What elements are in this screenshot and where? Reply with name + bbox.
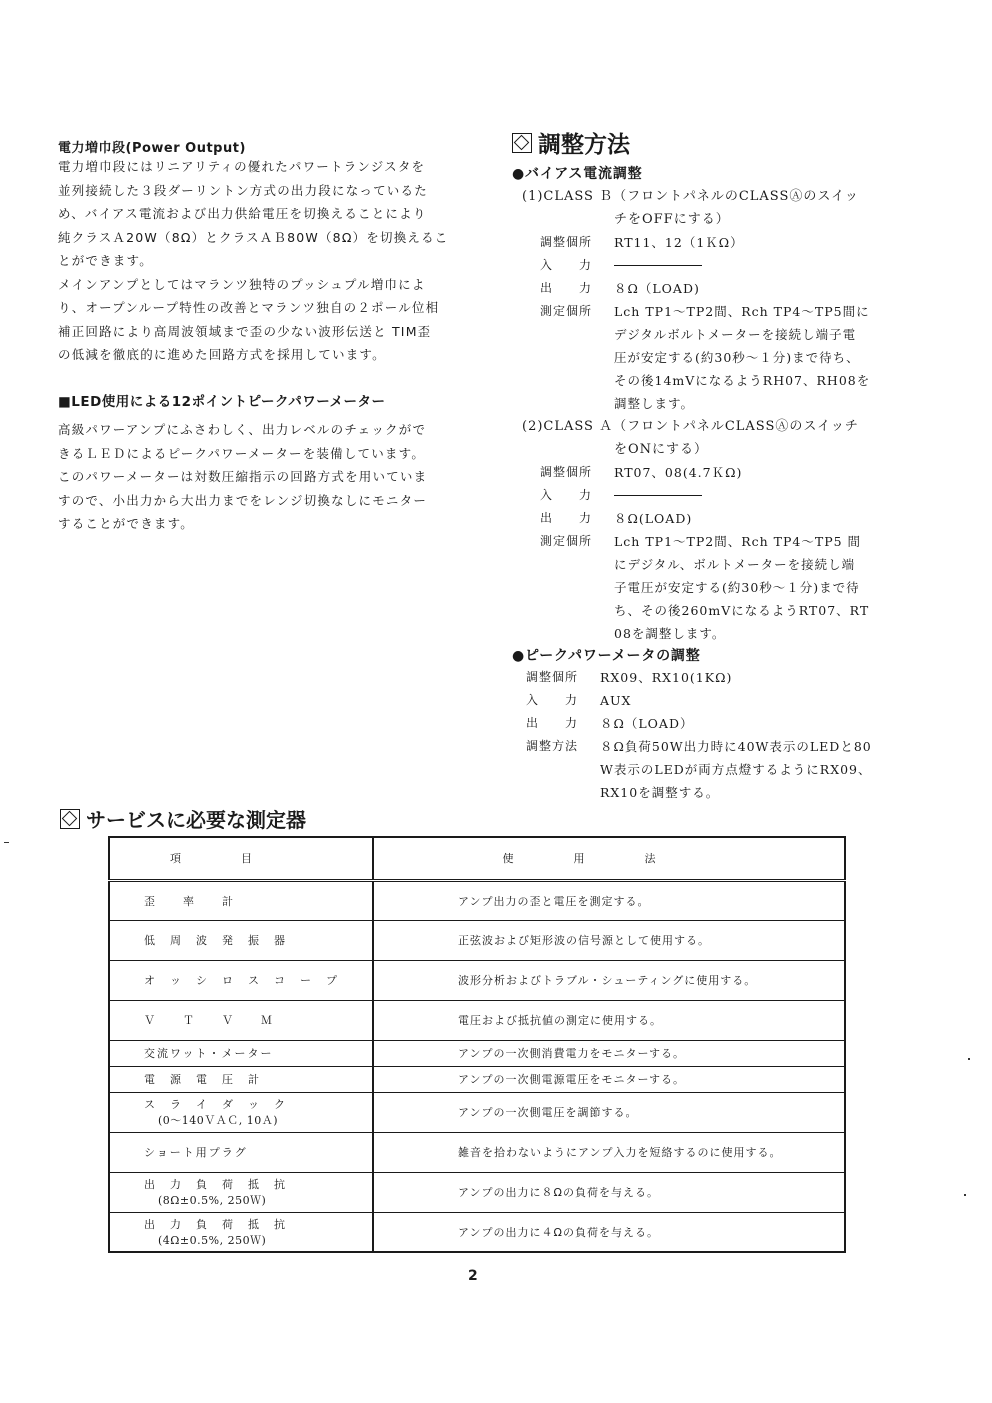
item-cell: 低 周 波 発 振 器 — [109, 920, 373, 960]
measure-line: デジタルボルトメーターを接続し端子電 — [614, 327, 857, 342]
item-name: 出 力 負 荷 抵 抗 — [144, 1178, 287, 1191]
text-line: とができます。 — [58, 253, 153, 268]
table-row — [109, 920, 845, 960]
table-row — [109, 1040, 845, 1066]
measure-line: にデジタル、ボルトメーターを接続し端 — [614, 557, 856, 572]
usage-cell: 正弦波および矩形波の信号源として使用する。 — [373, 920, 845, 960]
class-a-input-row — [540, 484, 902, 507]
measure-line: 圧が安定する(約30秒～１分)まで待ち、 — [614, 350, 860, 365]
peak-adjust-row — [526, 666, 906, 689]
label: 測定個所 — [540, 304, 593, 318]
measure-line: Lch TP1～TP2間、Rch TP4～TP5間に — [614, 304, 870, 319]
value — [614, 300, 870, 415]
peak-meter-block — [526, 666, 906, 804]
class-a-measure-row — [540, 530, 902, 645]
adjustment-title-text: 調整方法 — [538, 132, 630, 158]
dash-line — [614, 495, 702, 507]
item-name: 出 力 負 荷 抵 抗 — [144, 1217, 287, 1231]
text-line: の低減を徹底的に進めた回路方式を採用しています。 — [58, 347, 386, 362]
table-row — [109, 1000, 845, 1040]
label: 入 力 — [540, 258, 593, 272]
measure-line: 調整します。 — [614, 396, 695, 411]
label: 測定個所 — [540, 534, 593, 548]
class-b-input-row — [540, 254, 902, 277]
power-output-paragraph — [58, 155, 468, 367]
diamond-box-icon — [60, 809, 80, 829]
usage-cell: アンプ出力の歪と電圧を測定する。 — [373, 880, 845, 920]
bias-heading: ●バイアス電流調整 — [512, 166, 643, 182]
usage-cell: 雑音を拾わないようにアンプ入力を短絡するのに使用する。 — [373, 1132, 845, 1172]
item-cell: 交流ワット・メーター — [109, 1040, 373, 1066]
power-output-heading: 電力増巾段(Power Output) — [58, 141, 246, 156]
text-line: り、オープンループ特性の改善とマランツ独自の２ポール位相 — [58, 300, 440, 315]
class-b-line1: (1)CLASS Ｂ（フロントパネルのCLASSⒶのスイッ — [522, 189, 859, 204]
class-a-line1: (2)CLASS Ａ（フロントパネルCLASSⒶのスイッチ — [522, 419, 859, 434]
text-line: きるＬＥＤによるピークパワーメーターを装備しています。 — [58, 445, 426, 461]
text-line: 純クラスＡ20W（8Ω）とクラスＡＢ80W（8Ω）を切換えるこ — [58, 229, 449, 245]
value: ８Ω（LOAD） — [600, 716, 694, 731]
class-b-output-row — [540, 277, 902, 300]
item-cell — [109, 1092, 373, 1132]
class-a-line2: をONにする） — [614, 442, 709, 457]
scan-speck — [968, 1058, 970, 1060]
label: 調整方法 — [526, 739, 579, 753]
usage-cell: アンプの一次側電源電圧をモニターする。 — [373, 1066, 845, 1092]
label: 調整個所 — [526, 670, 579, 684]
equipment-table — [108, 836, 846, 1253]
item-spec: (0～140ＶＡＣ, 10Ａ) — [158, 1114, 279, 1127]
method-line: RX10を調整する。 — [600, 785, 720, 800]
label: 出 力 — [526, 716, 579, 730]
label: 調整個所 — [540, 465, 593, 479]
class-a-output-row — [540, 507, 902, 530]
value — [600, 735, 872, 804]
usage-cell: 波形分析およびトラブル・シューティングに使用する。 — [373, 960, 845, 1000]
usage-cell: アンプの出力に８Ωの負荷を与える。 — [373, 1172, 845, 1212]
class-b-measure-row — [540, 300, 902, 415]
measure-line: 08を調整します。 — [614, 626, 726, 641]
table-row — [109, 960, 845, 1000]
value: ８Ω(LOAD) — [614, 511, 693, 526]
page-number: 2 — [468, 1268, 478, 1284]
table-row — [109, 1212, 845, 1252]
item-spec: (4Ω±0.5%, 250Ｗ) — [158, 1233, 267, 1247]
item-cell — [109, 1212, 373, 1252]
peak-method-row — [526, 735, 906, 804]
method-line: ８Ω負荷50W出力時に40W表示のLEDと80 — [600, 739, 872, 754]
table-row — [109, 1132, 845, 1172]
diamond-box-icon — [512, 133, 532, 153]
class-a-block — [522, 415, 902, 645]
text-line: 電力増巾段にはリニアリティの優れたパワートランジスタを — [58, 159, 426, 174]
text-line: メインアンプとしてはマランツ独特のプッシュプル増巾によ — [58, 276, 426, 292]
scan-speck — [4, 842, 9, 843]
text-line: め、バイアス電流および出力供給電圧を切換えることにより — [58, 206, 427, 221]
item-cell — [109, 1172, 373, 1212]
led-meter-heading: ■LED使用による12ポイントピークパワーメーター — [58, 394, 386, 410]
label: 出 力 — [540, 511, 593, 525]
value — [614, 530, 869, 645]
item-cell: 電 源 電 圧 計 — [109, 1066, 373, 1092]
label: 調整個所 — [540, 235, 593, 249]
usage-cell: 電圧および抵抗値の測定に使用する。 — [373, 1000, 845, 1040]
table-row — [109, 1092, 845, 1132]
usage-cell: アンプの一次側電圧を調節する。 — [373, 1092, 845, 1132]
item-cell: Ｖ Ｔ Ｖ Ｍ — [109, 1000, 373, 1040]
header-item: 項目 — [109, 837, 373, 880]
class-b-block — [522, 185, 902, 415]
usage-cell: アンプの出力に４Ωの負荷を与える。 — [373, 1212, 845, 1252]
value: AUX — [600, 693, 632, 708]
value: ８Ω（LOAD) — [614, 281, 700, 296]
adjustment-title — [512, 126, 630, 159]
usage-cell: アンプの一次側消費電力をモニターする。 — [373, 1040, 845, 1066]
item-spec: (8Ω±0.5%, 250Ｗ) — [158, 1194, 267, 1207]
table-row — [109, 1172, 845, 1212]
measure-line: ち、その後260mVになるようRT07、RT — [614, 603, 870, 618]
peak-output-row — [526, 712, 906, 735]
label: 入 力 — [526, 693, 579, 707]
text-line: 並列接続した３段ダーリントン方式の出力段になっているた — [58, 182, 428, 198]
equipment-title-text: サービスに必要な測定器 — [86, 808, 306, 832]
value: RT07、08(4.7ＫΩ) — [614, 465, 743, 480]
measure-line: 子電圧が安定する(約30秒～１分)まで待 — [614, 580, 860, 595]
dash-line — [614, 265, 702, 277]
item-cell: ショート用プラグ — [109, 1132, 373, 1172]
text-line: 高級パワーアンプにふさわしく、出力レベルのチェックがで — [58, 422, 427, 437]
scan-speck — [964, 1194, 966, 1196]
peak-input-row — [526, 689, 906, 712]
measure-line: その後14mVになるようRH07、RH08を — [614, 373, 871, 388]
text-line: すので、小出力から大出力までをレンジ切換なしにモニター — [58, 492, 428, 508]
table-header-row — [109, 837, 845, 880]
value: RX09、RX10(1KΩ) — [600, 670, 733, 685]
equipment-title — [60, 804, 306, 833]
class-b-adjust-row — [540, 231, 902, 254]
text-line: 補正回路により高周波領域まで歪の少ない波形伝送と TIM歪 — [58, 323, 432, 339]
peak-meter-heading: ●ピークパワーメータの調整 — [512, 648, 701, 664]
table-row — [109, 1066, 845, 1092]
header-usage: 使用法 — [373, 837, 845, 880]
led-meter-paragraph — [58, 418, 468, 536]
text-line: することができます。 — [58, 516, 195, 531]
item-cell: 歪 率 計 — [109, 880, 373, 920]
table-row — [109, 880, 845, 920]
value: RT11、12（1ＫΩ） — [614, 235, 744, 250]
measure-line: Lch TP1～TP2間、Rch TP4～TP5 間 — [614, 534, 862, 549]
label: 入 力 — [540, 488, 593, 502]
method-line: W表示のLEDが両方点燈するようにRX09、 — [600, 762, 872, 777]
class-a-adjust-row — [540, 461, 902, 484]
class-b-line2: チをOFFにする） — [614, 212, 730, 227]
item-name: ス ラ イ ダ ッ ク — [144, 1098, 287, 1111]
label: 出 力 — [540, 281, 593, 295]
text-line: このパワーメーターは対数圧縮指示の回路方式を用いていま — [58, 469, 428, 484]
item-cell: オ ッ シ ロ ス コ ー プ — [109, 960, 373, 1000]
equipment-table-wrap — [108, 836, 846, 1253]
